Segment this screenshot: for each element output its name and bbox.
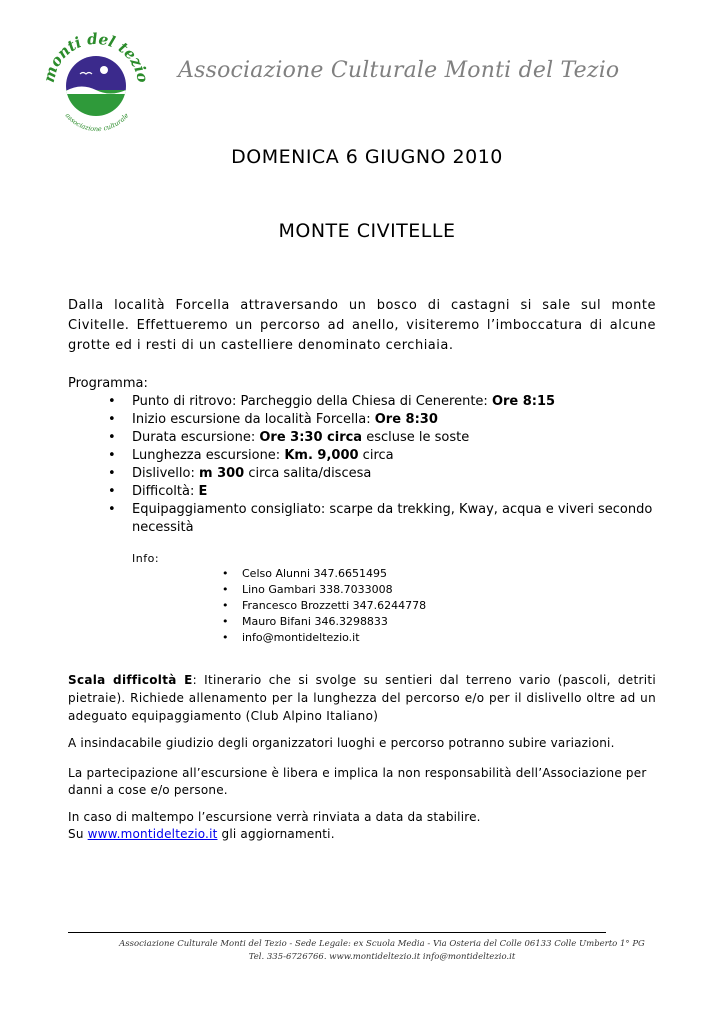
event-date: DOMENICA 6 GIUGNO 2010 xyxy=(231,146,503,168)
contact-list xyxy=(222,566,426,646)
contact-item: • Lino Gambari 338.7033008 xyxy=(222,582,426,598)
program-label: Programma: xyxy=(68,376,148,391)
contact-item: • Celso Alunni 347.6651495 xyxy=(222,566,426,582)
website-link[interactable]: www.montideltezio.it xyxy=(87,827,218,841)
logo-text-top: monti del tezio xyxy=(40,29,152,85)
logo-text-bottom: associazione culturale xyxy=(63,111,131,134)
list-item: • Lunghezza escursione: Km. 9,000 circa xyxy=(108,447,668,465)
weather-text: In caso di maltempo l’escursione verrà rinviata a data da stabilire. xyxy=(68,810,481,824)
event-description: Dalla località Forcella attraversando un bosco di castagni si sale sul monte Civitelle. Effettueremo un percorso ad anello, visiteremo l’imboccatura di alcune grotte ed i resti di un castelliere denominato cerchiaia. xyxy=(68,298,656,353)
program-list xyxy=(108,393,668,537)
sun-icon xyxy=(100,66,108,74)
org-title: Associazione Culturale Monti del Tezio xyxy=(178,58,620,83)
difficulty-scale-heading: Scala difficoltà E xyxy=(68,673,193,687)
list-item: • Dislivello: m 300 circa salita/discesa xyxy=(108,465,668,483)
contact-item: • Mauro Bifani 346.3298833 xyxy=(222,614,426,630)
weather-updates xyxy=(68,809,668,843)
list-item: • Difficoltà: E xyxy=(108,483,668,501)
footer-address: Associazione Culturale Monti del Tezio - Sede Legale: ex Scuola Media - Via Osteria del Colle 06133 Colle Umberto 1° PG xyxy=(119,939,645,949)
difficulty-scale-note: Scala difficoltà E: Itinerario che si svolge su sentieri dal terreno vario (pascoli, detriti pietraie). Richiede allenamento per la lunghezza del percorso e/o per il dislivello oltre ad un adeguato equipaggiamento (Club Alpino Italiano) xyxy=(68,673,656,723)
list-item: • Durata escursione: Ore 3:30 circa escluse le soste xyxy=(108,429,668,447)
footer-contacts: Tel. 335-6726766. www.montideltezio.it info@montideltezio.it xyxy=(248,952,516,962)
footer-divider xyxy=(68,932,606,933)
contact-item: • Francesco Brozzetti 347.6244778 xyxy=(222,598,426,614)
contact-email: • info@montideltezio.it xyxy=(222,630,426,646)
updates-line: Su www.montideltezio.it gli aggiornamenti. xyxy=(68,827,335,841)
list-item: • Inizio escursione da località Forcella: Ore 8:30 xyxy=(108,411,668,429)
participation-text: La partecipazione all’escursione è libera e implica la non responsabilità dell’Associazione per danni a cose e/o persone. xyxy=(68,766,647,797)
list-item: • Equipaggiamento consigliato: scarpe da trekking, Kway, acqua e viveri secondo necessità xyxy=(108,501,668,537)
list-item: • Punto di ritrovo: Parcheggio della Chiesa di Cenerente: Ore 8:15 xyxy=(108,393,668,411)
association-logo xyxy=(40,28,152,138)
info-label: Info: xyxy=(132,552,160,565)
disclaimer-text: A insindacabile giudizio degli organizzatori luoghi e percorso potranno subire variazioni. xyxy=(68,736,615,750)
event-name: MONTE CIVITELLE xyxy=(278,220,456,242)
